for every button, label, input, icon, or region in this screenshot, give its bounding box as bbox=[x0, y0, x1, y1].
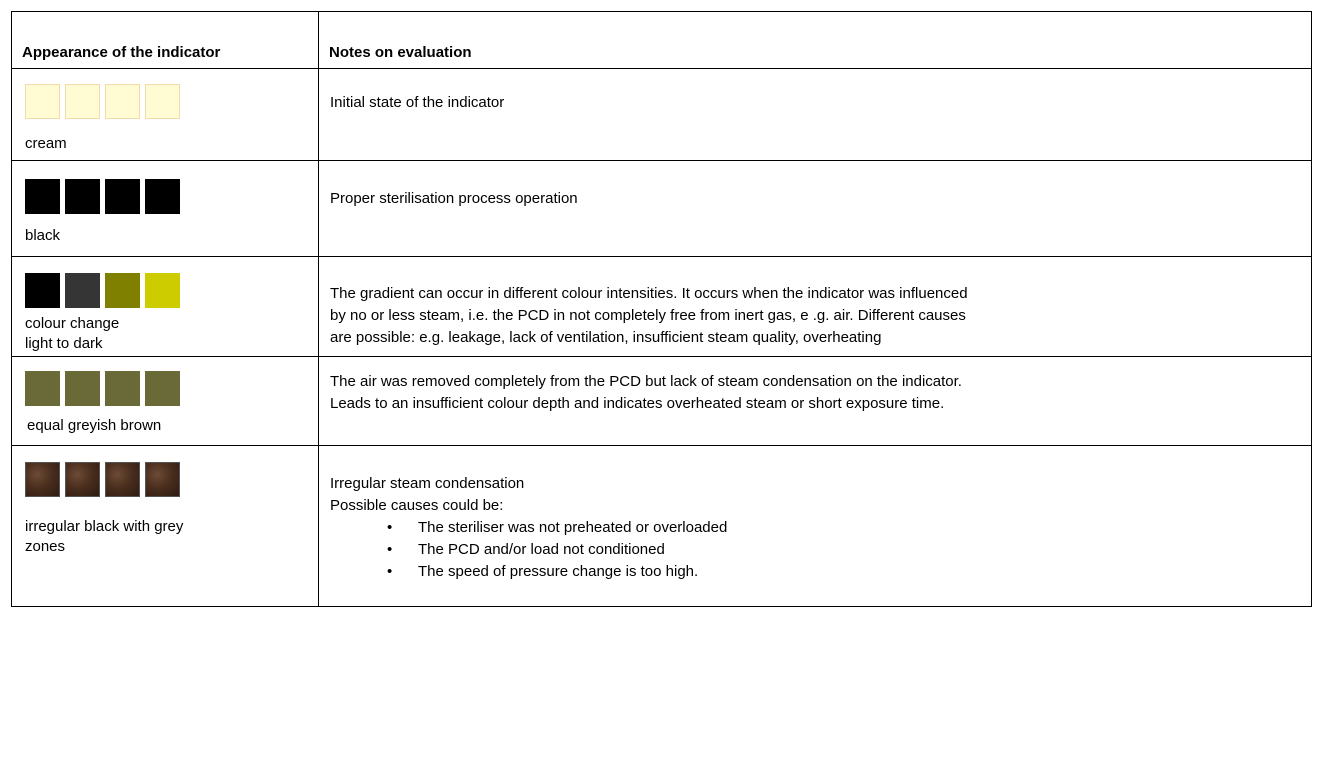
indicator-swatch bbox=[105, 371, 140, 406]
indicator-swatch bbox=[145, 84, 180, 119]
list-item: • The steriliser was not preheated or overloaded bbox=[387, 517, 1300, 539]
indicator-swatch bbox=[25, 179, 60, 214]
appearance-label: cream bbox=[25, 135, 67, 152]
note-text: Possible causes could be: bbox=[330, 497, 504, 514]
notes-cell bbox=[319, 446, 1312, 607]
appearance-cell bbox=[12, 161, 319, 257]
list-item: • The speed of pressure change is too high. bbox=[387, 561, 1300, 583]
indicator-swatch bbox=[145, 462, 180, 497]
appearance-cell bbox=[12, 357, 319, 446]
table-row bbox=[12, 357, 1312, 446]
indicator-swatch bbox=[65, 84, 100, 119]
appearance-label: black bbox=[25, 227, 61, 244]
notes-cell bbox=[319, 257, 1312, 357]
indicator-swatch bbox=[145, 273, 180, 308]
indicator-swatches bbox=[25, 371, 180, 406]
indicator-swatch bbox=[65, 179, 100, 214]
table-header-row bbox=[12, 12, 1312, 69]
indicator-swatches bbox=[25, 462, 180, 497]
note-text: Initial state of the indicator bbox=[330, 94, 505, 111]
notes-cell bbox=[319, 357, 1312, 446]
indicator-swatch bbox=[105, 273, 140, 308]
note-text: The gradient can occur in different colour intensities. It occurs when the indicator was influenced bbox=[330, 285, 968, 302]
table-row bbox=[12, 69, 1312, 161]
note-text: Proper sterilisation process operation bbox=[330, 190, 578, 207]
indicator-swatch bbox=[65, 371, 100, 406]
causes-list bbox=[330, 517, 1300, 583]
indicator-swatches bbox=[25, 179, 180, 214]
note-text: are possible: e.g. leakage, lack of ventilation, insufficient steam quality, overheating bbox=[330, 329, 882, 346]
indicator-swatches bbox=[25, 84, 180, 119]
indicator-swatch bbox=[105, 462, 140, 497]
note-text: The air was removed completely from the PCD but lack of steam condensation on the indicator. bbox=[330, 373, 962, 390]
column-header-appearance: Appearance of the indicator bbox=[12, 12, 319, 69]
note-text: Leads to an insufficient colour depth and indicates overheated steam or short exposure time. bbox=[330, 395, 945, 412]
appearance-label: colour change light to dark bbox=[25, 315, 120, 352]
appearance-label: equal greyish brown bbox=[27, 417, 162, 434]
note-text: by no or less steam, i.e. the PCD in not completely free from inert gas, e .g. air. Different causes bbox=[330, 307, 966, 324]
indicator-swatch bbox=[25, 84, 60, 119]
appearance-cell bbox=[12, 446, 319, 607]
indicator-swatch bbox=[145, 179, 180, 214]
table-row bbox=[12, 446, 1312, 607]
indicator-swatch bbox=[25, 462, 60, 497]
bullet-icon: • bbox=[387, 563, 393, 580]
indicator-swatch bbox=[25, 371, 60, 406]
bullet-icon: • bbox=[387, 519, 393, 536]
indicator-swatches bbox=[25, 273, 180, 308]
notes-cell bbox=[319, 69, 1312, 161]
indicator-swatch bbox=[145, 371, 180, 406]
indicator-swatch bbox=[105, 84, 140, 119]
list-item: • The PCD and/or load not conditioned bbox=[387, 539, 1300, 561]
indicator-swatch bbox=[65, 273, 100, 308]
indicator-swatch bbox=[65, 462, 100, 497]
appearance-cell bbox=[12, 257, 319, 357]
column-header-notes: Notes on evaluation bbox=[319, 12, 1312, 69]
bullet-icon: • bbox=[387, 541, 393, 558]
notes-cell bbox=[319, 161, 1312, 257]
note-text: Irregular steam condensation bbox=[330, 475, 525, 492]
appearance-label: irregular black with grey zones bbox=[25, 518, 184, 555]
indicator-evaluation-table bbox=[11, 11, 1312, 607]
indicator-swatch bbox=[25, 273, 60, 308]
table-row bbox=[12, 257, 1312, 357]
table-row bbox=[12, 161, 1312, 257]
indicator-swatch bbox=[105, 179, 140, 214]
appearance-cell bbox=[12, 69, 319, 161]
